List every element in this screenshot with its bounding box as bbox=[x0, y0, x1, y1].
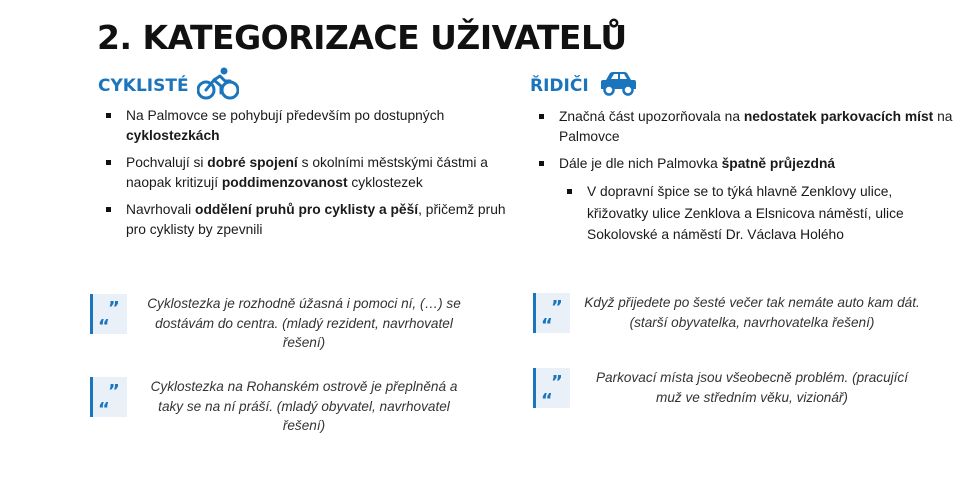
bicycle-icon bbox=[197, 66, 239, 105]
list-item: Dále je dle nich Palmovka špatně průjezdná bbox=[537, 154, 957, 174]
list-item: Na Palmovce se pohybují především po dostupných cyklostezkách bbox=[104, 106, 524, 146]
car-icon bbox=[597, 70, 639, 101]
quote-block bbox=[533, 293, 922, 333]
quote-icon bbox=[533, 293, 570, 333]
sub-list-item: V dopravní špice se to týká hlavně Zenklovy ulice, křižovatky ulice Zenklova a Elsnicova náměstí, ulice Sokolovské a náměstí Dr. Václava Holého bbox=[537, 181, 957, 246]
svg-text:“: “ bbox=[98, 316, 110, 332]
quote-text: Cyklostezka na Rohanském ostrově je přeplněná a taky se na ní práší. (mladý obyvatel, navrhovatel řešení) bbox=[150, 379, 458, 433]
list-item: Navrhovali oddělení pruhů pro cyklisty a pěší, přičemž pruh pro cyklisty by zpevnili bbox=[104, 200, 524, 240]
quote-text: Parkovací místa jsou všeobecně problém. (pracující muž ve středním věku, vizionář) bbox=[595, 370, 909, 405]
quote-block bbox=[533, 368, 922, 408]
svg-text:”: ” bbox=[108, 381, 120, 402]
svg-text:“: “ bbox=[541, 315, 553, 331]
svg-text:”: ” bbox=[551, 372, 563, 393]
drivers-heading-label: ŘIDIČI bbox=[530, 75, 589, 96]
quote-text: Když přijedete po šesté večer tak nemáte auto kam dát. (starší obyvatelka, navrhovatelka řešení) bbox=[584, 295, 920, 330]
svg-text:“: “ bbox=[98, 399, 110, 415]
list-item: Značná část upozorňovala na nedostatek parkovacích míst na Palmovce bbox=[537, 107, 957, 147]
quote-block bbox=[90, 294, 469, 353]
page-title: 2. KATEGORIZACE UŽIVATELŮ bbox=[97, 18, 627, 57]
svg-text:”: ” bbox=[551, 297, 563, 318]
quote-block bbox=[90, 377, 469, 436]
drivers-bullet-list bbox=[537, 107, 957, 253]
svg-text:”: ” bbox=[108, 298, 120, 319]
drivers-heading bbox=[530, 70, 639, 101]
quote-icon bbox=[90, 294, 127, 334]
cyclists-bullet-list bbox=[104, 106, 524, 247]
quote-icon bbox=[533, 368, 570, 408]
cyclists-heading bbox=[98, 66, 239, 105]
quote-text: Cyklostezka je rozhodně úžasná i pomoci ní, (…) se dostávám do centra. (mladý rezident, navrhovatel řešení) bbox=[147, 296, 461, 350]
cyclists-heading-label: CYKLISTÉ bbox=[98, 75, 189, 96]
svg-text:“: “ bbox=[541, 390, 553, 406]
list-item: Pochvalují si dobré spojení s okolními městskými částmi a naopak kritizují poddimenzovanost cyklostezek bbox=[104, 153, 524, 193]
quote-icon bbox=[90, 377, 127, 417]
